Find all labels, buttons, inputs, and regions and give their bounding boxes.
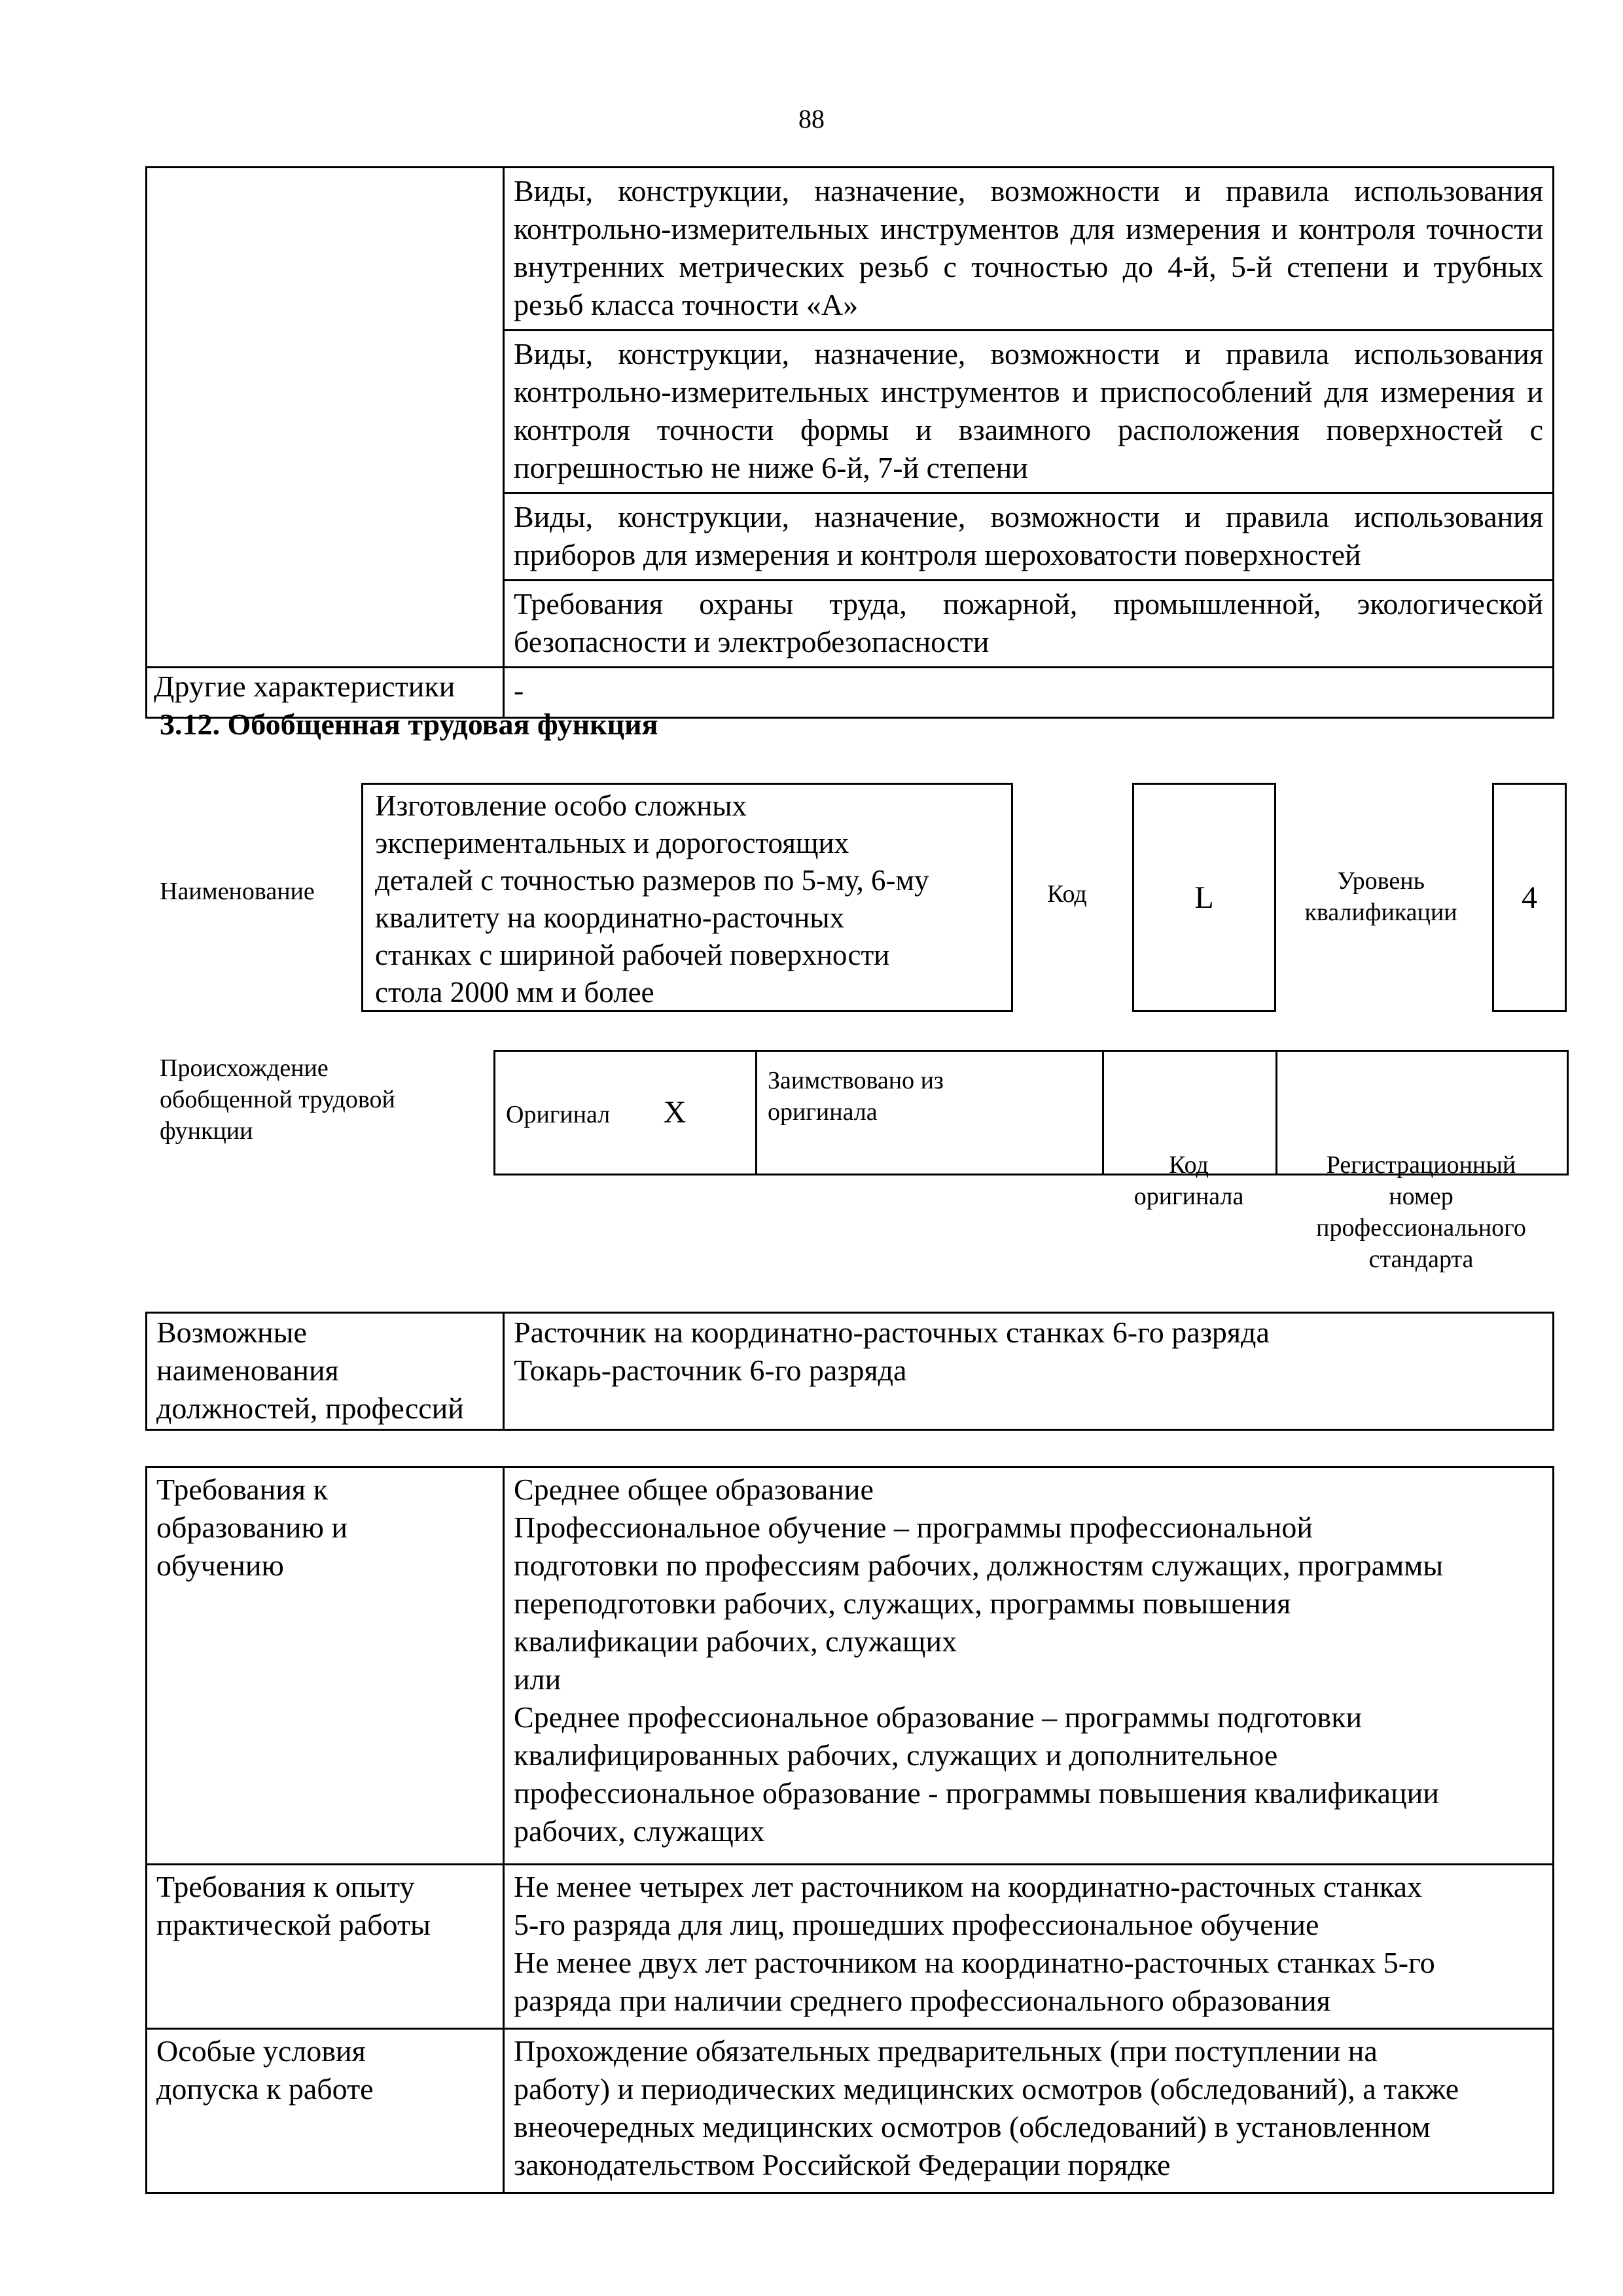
origin-label — [160, 1052, 395, 1147]
positions-label-line: Возможные — [156, 1316, 307, 1349]
admission-value-line: внеочередных медицинских осмотров (обследований) в установленном — [514, 2110, 1431, 2144]
requirements-table — [145, 1466, 1554, 2194]
experience-value-line: Не менее четырех лет расточником на координатно-расточных станках — [514, 1870, 1423, 1903]
education-value-line: квалификации рабочих, служащих — [514, 1624, 957, 1658]
other-characteristics-label: Другие характеристики — [147, 668, 504, 718]
origin-label-line: Происхождение — [160, 1054, 329, 1082]
education-value-line: Профессиональное обучение – программы профессиональной — [514, 1511, 1313, 1544]
positions-label-line: должностей, профессий — [156, 1391, 464, 1425]
level-value: 4 — [1522, 880, 1537, 915]
knowledge-item: Виды, конструкции, назначение, возможности и правила использования контрольно-измерительных инструментов и приспособлений для измерения и контроля точности формы и взаимного расположения поверхностей с погрешностью не ниже 6-й, 7-й степени — [504, 331, 1554, 493]
code-value: L — [1194, 880, 1214, 915]
table-row — [147, 1467, 1554, 1865]
borrowed-cell — [757, 1051, 1103, 1175]
section-title: 3.12. Обобщенная трудовая функция — [160, 708, 658, 741]
knowledge-table — [145, 166, 1554, 719]
function-name-line: стола 2000 мм и более — [375, 976, 654, 1009]
table-row — [147, 168, 1554, 331]
knowledge-item: Виды, конструкции, назначение, возможности и правила использования контрольно-измерительных инструментов для измерения и контроля точности внутренних метрических резьб с точностью до 4-й, 5-й степени и трубных резьб класса точности «А» — [504, 168, 1554, 331]
original-cell — [495, 1051, 757, 1175]
education-label — [147, 1467, 504, 1865]
code-caption-line: Код — [1169, 1151, 1209, 1179]
original-mark: X — [663, 1095, 687, 1130]
table-row — [147, 2029, 1554, 2193]
borrowed-label-line: Заимствовано из — [768, 1067, 944, 1094]
other-characteristics-value: - — [504, 668, 1554, 718]
admission-value-line: законодательством Российской Федерации порядке — [514, 2148, 1171, 2181]
code-caption-line: оригинала — [1133, 1183, 1244, 1210]
level-label — [1283, 865, 1479, 928]
origin-label-line: функции — [160, 1117, 253, 1145]
borrowed-label-line: оригинала — [768, 1098, 878, 1126]
education-value-line: Среднее общее образование — [514, 1473, 874, 1506]
admission-label-line: Особые условия — [156, 2034, 366, 2068]
registration-caption-line: стандарта — [1368, 1246, 1474, 1273]
level-value-box — [1492, 783, 1567, 1012]
knowledge-item: Виды, конструкции, назначение, возможности и правила использования приборов для измерения и контроля шероховатости поверхностей — [504, 493, 1554, 581]
positions-label — [147, 1313, 504, 1430]
education-value-line: Среднее профессиональное образование – программы подготовки — [514, 1700, 1363, 1734]
education-value — [504, 1467, 1554, 1865]
positions-table — [145, 1312, 1554, 1431]
education-label-line: обучению — [156, 1549, 284, 1582]
level-label-line: квалификации — [1304, 899, 1457, 926]
registration-caption-line: профессионального — [1316, 1214, 1526, 1242]
positions-value-line: Токарь-расточник 6-го разряда — [514, 1354, 907, 1387]
code-caption — [1102, 1149, 1275, 1212]
education-label-line: образованию и — [156, 1511, 348, 1544]
level-label-line: Уровень — [1337, 867, 1425, 895]
function-name-line: экспериментальных и дорогостоящих — [375, 827, 849, 859]
education-value-line: квалифицированных рабочих, служащих и дополнительное — [514, 1738, 1278, 1772]
code-label: Код — [1047, 880, 1087, 908]
education-value-line: рабочих, служащих — [514, 1814, 765, 1848]
positions-value — [504, 1313, 1554, 1430]
table-row — [147, 1313, 1554, 1430]
page-number: 88 — [798, 104, 825, 134]
table-cell-empty — [147, 168, 504, 668]
knowledge-item: Требования охраны труда, пожарной, промышленной, экологической безопасности и электробезопасности — [504, 581, 1554, 668]
registration-caption-line: Регистрационный — [1326, 1151, 1516, 1179]
name-label: Наименование — [160, 878, 315, 905]
education-value-line: переподготовки рабочих, служащих, программы повышения — [514, 1587, 1291, 1620]
admission-value-line: работу) и периодических медицинских осмотров (обследований), а также — [514, 2072, 1459, 2106]
experience-value — [504, 1865, 1554, 2029]
original-label: Оригинал — [506, 1101, 611, 1128]
admission-value — [504, 2029, 1554, 2193]
registration-caption-line: номер — [1389, 1183, 1454, 1210]
registration-caption — [1275, 1149, 1567, 1275]
experience-label-line: Требования к опыту — [156, 1870, 415, 1903]
education-value-line: профессиональное образование - программы повышения квалификации — [514, 1776, 1439, 1810]
education-value-line: или — [514, 1662, 562, 1696]
experience-label — [147, 1865, 504, 2029]
function-name-box — [361, 783, 1013, 1012]
table-row — [147, 1865, 1554, 2029]
code-value-box — [1132, 783, 1276, 1012]
origin-label-line: обобщенной трудовой — [160, 1086, 395, 1113]
positions-label-line: наименования — [156, 1354, 339, 1387]
experience-value-line: Не менее двух лет расточником на координатно-расточных станках 5-го — [514, 1946, 1435, 1979]
function-name-line: деталей с точностью размеров по 5-му, 6-му — [375, 864, 929, 897]
positions-value-line: Расточник на координатно-расточных станках 6-го разряда — [514, 1316, 1270, 1349]
education-value-line: подготовки по профессиям рабочих, должностям служащих, программы — [514, 1549, 1444, 1582]
admission-value-line: Прохождение обязательных предварительных (при поступлении на — [514, 2034, 1378, 2068]
experience-value-line: разряда при наличии среднего профессионального образования — [514, 1984, 1330, 2017]
education-label-line: Требования к — [156, 1473, 328, 1506]
function-name-line: станках с шириной рабочей поверхности — [375, 939, 890, 971]
admission-label — [147, 2029, 504, 2193]
experience-label-line: практической работы — [156, 1908, 431, 1941]
experience-value-line: 5-го разряда для лиц, прошедших профессиональное обучение — [514, 1908, 1319, 1941]
admission-label-line: допуска к работе — [156, 2072, 374, 2106]
function-name-line: Изготовление особо сложных — [375, 789, 747, 822]
function-name-line: квалитету на координатно-расточных — [375, 901, 845, 934]
